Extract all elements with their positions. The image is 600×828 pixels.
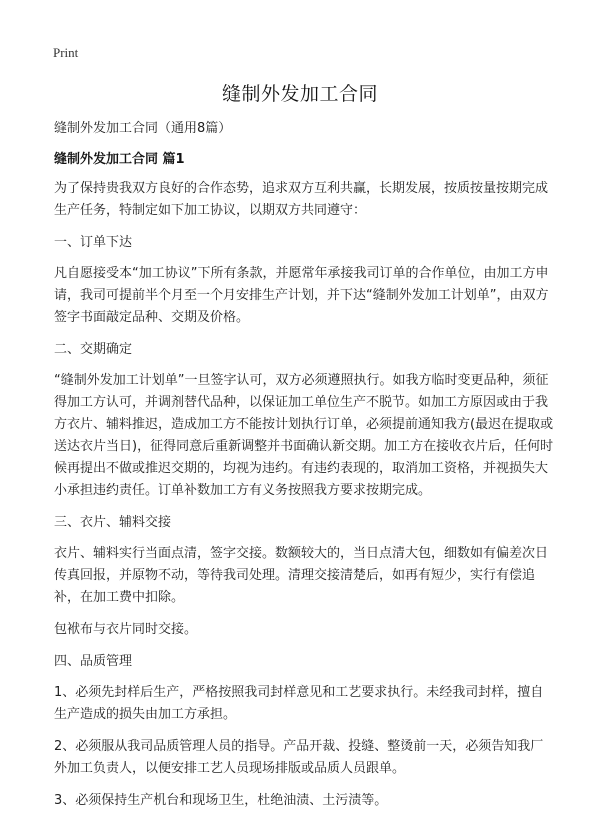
section-title: 缝制外发加工合同 篇1 [54, 152, 185, 167]
heading-quality-management: 四、品质管理 [54, 654, 133, 669]
print-link[interactable]: Print [53, 45, 79, 60]
paragraph-order-placement: 凡自愿接受本“加工协议”下所有条款，并愿常年承接我司订单的合作单位，由加工方申请，我司可提前半个月至一个月安排生产计划，并下达“缝制外发加工计划单”，由双方签字书面敲定品种、交期及价格。 [54, 266, 549, 325]
intro-paragraph: 为了保持贵我双方良好的合作态势，追求双方互利共赢，长期发展，按质按量按期完成生产任务，特制定如下加工协议，以期双方共同遵守： [54, 181, 549, 218]
paragraph-quality-3: 3、必须保持生产机台和现场卫生，杜绝油渍、土污渍等。 [54, 793, 388, 808]
heading-material-handover: 三、衣片、辅料交接 [54, 515, 172, 530]
paragraph-quality-2: 2、必须服从我司品质管理人员的指导。产品开裁、投缝、整烫前一天，必须告知我厂外加工负责人，以便安排工艺人员现场排版或品质人员跟单。 [54, 739, 544, 776]
heading-order-placement: 一、订单下达 [54, 235, 133, 250]
heading-delivery-date: 二、交期确定 [54, 342, 133, 357]
document-subtitle: 缝制外发加工合同（通用8篇） [54, 121, 232, 136]
paragraph-material-handover: 衣片、辅料实行当面点清，签字交接。数额较大的，当日点清大包，细数如有偏差次日传真回报，并原物不动，等待我司处理。清理交接清楚后，如再有短少，实行有偿追补，在加工费中扣除。 [54, 546, 549, 605]
paragraph-delivery-date: “缝制外发加工计划单”一旦签字认可，双方必须遵照执行。如我方临时变更品种，须征得加工方认可，并调剂替代品种，以保证加工单位生产不脱节。如加工方原因或由于我方衣片、辅料推迟，造成加工方不能按计划执行订单，必须提前通知我方(最迟在提取或送达衣片当日)，征得同意后重新调整并书面确认新交期。加工方在接收衣片后，任何时候再提出不做或推迟交期的，均视为违约。有违约表现的，取消加工资格，并视损失大小承担违约责任。订单补数加工方有义务按照我方要求按期完成。 [54, 373, 554, 498]
paragraph-quality-1: 1、必须先封样后生产，严格按照我司封样意见和工艺要求执行。未经我司封样，擅自生产造成的损失由加工方承担。 [54, 685, 544, 722]
paragraph-wrapping-cloth: 包袱布与衣片同时交接。 [54, 622, 198, 637]
page-title: 缝制外发加工合同 [221, 83, 378, 105]
document-body [54, 118, 554, 822]
